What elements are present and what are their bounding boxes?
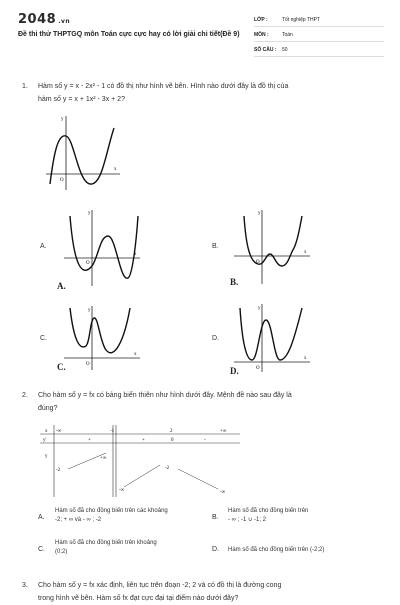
option-a-label: A. xyxy=(57,281,66,291)
page-title: Đề thi thử THPTGQ môn Toán cực cực hay có lời giải chi tiết(Đề 9) xyxy=(18,31,240,38)
svg-text:-2: -2 xyxy=(56,468,61,473)
option-d-label: D. xyxy=(230,366,239,376)
q2-option-d-key[interactable]: D. xyxy=(212,546,219,553)
question-2-text: Cho hàm số y = fx có bảng biến thiên như hình dưới đây. Mệnh đề nào sau đây là đúng? xyxy=(38,392,292,412)
svg-text:-1: -1 xyxy=(110,429,115,434)
svg-text:+∞: +∞ xyxy=(100,456,107,461)
svg-text:y: y xyxy=(88,308,91,313)
q2-option-c-key[interactable]: C. xyxy=(38,546,45,553)
svg-text:y: y xyxy=(88,211,91,216)
option-b-label: B. xyxy=(230,277,239,287)
site-logo[interactable]: 2048 .vn xyxy=(18,12,71,27)
option-c-graph[interactable] xyxy=(62,302,144,372)
svg-text:y: y xyxy=(258,211,261,216)
table-y-label: y xyxy=(45,454,48,459)
svg-text:O: O xyxy=(256,366,260,371)
option-a-graph[interactable] xyxy=(62,206,144,288)
svg-text:O: O xyxy=(256,260,260,265)
table-yprime-label: y' xyxy=(43,438,47,443)
meta-question-count: SỐ CÂU : 50 xyxy=(254,47,288,53)
q2-option-b-key[interactable]: B. xyxy=(212,514,219,521)
option-b-key[interactable]: B. xyxy=(212,243,219,250)
svg-text:+: + xyxy=(142,438,145,443)
svg-text:+∞: +∞ xyxy=(220,429,227,434)
option-a-key[interactable]: A. xyxy=(40,243,47,250)
page-header xyxy=(0,0,400,58)
q2-option-d-text[interactable]: Hàm số đã cho đồng biến trên (-2;2) xyxy=(228,547,325,553)
svg-text:-∞: -∞ xyxy=(220,490,226,495)
question-2-number: 2. xyxy=(22,392,28,399)
svg-text:+: + xyxy=(88,438,91,443)
question-1-graph xyxy=(44,112,126,192)
question-1-number: 1. xyxy=(22,83,28,90)
x-axis-label: x xyxy=(114,167,117,172)
svg-text:-∞: -∞ xyxy=(119,488,125,493)
option-d-key[interactable]: D. xyxy=(212,335,219,342)
question-3-number: 3. xyxy=(22,582,28,589)
svg-text:2: 2 xyxy=(170,429,173,434)
svg-text:-∞: -∞ xyxy=(56,429,62,434)
meta-subject: MÔN : Toán xyxy=(254,32,293,38)
option-c-key[interactable]: C. xyxy=(40,335,47,342)
q2-option-c-text[interactable]: Hàm số đã cho đồng biến trên khoảng (0;2) xyxy=(55,540,157,555)
svg-text:-2: -2 xyxy=(165,466,170,471)
svg-text:x: x xyxy=(134,252,137,257)
svg-text:x: x xyxy=(304,356,307,361)
origin-label: O xyxy=(60,178,64,183)
question-3-text: Cho hàm số y = fx xác định, liên tục trên đoạn -2; 2 và có đồ thị là đường cong trong hình vẽ bên. Hàm số fx đạt cực đại tại điểm nào dưới đây? xyxy=(38,582,282,602)
q2-option-a-text[interactable]: Hàm số đã cho đồng biến trên các khoảng -2; + ∞ và - ∞ ; -2 xyxy=(55,508,168,523)
meta-class: LỚP : Tốt nghiệp THPT xyxy=(254,17,320,23)
svg-text:x: x xyxy=(304,250,307,255)
svg-text:O: O xyxy=(86,261,90,266)
svg-text:O: O xyxy=(86,362,90,367)
table-x-label: x xyxy=(45,429,48,434)
option-c-label: C. xyxy=(57,362,66,372)
svg-text:0: 0 xyxy=(171,438,174,443)
svg-text:x: x xyxy=(134,352,137,357)
svg-text:-: - xyxy=(204,438,206,443)
option-d-graph[interactable] xyxy=(232,300,314,374)
variation-table xyxy=(40,425,240,497)
option-b-graph[interactable] xyxy=(232,206,314,288)
svg-text:y: y xyxy=(258,306,261,311)
q2-option-a-key[interactable]: A. xyxy=(38,514,45,521)
q2-option-b-text[interactable]: Hàm số đã cho đồng biến trên - ∞ ; -1 ∪ -1; 2 xyxy=(228,508,309,523)
question-1-text: Hàm số y = x - 2x² - 1 có đồ thị như hình vẽ bên. Hình nào dưới đây là đồ thị của hàm số y = x + 1x² - 3x + 2? xyxy=(38,83,289,103)
y-axis-label: y xyxy=(61,117,64,122)
